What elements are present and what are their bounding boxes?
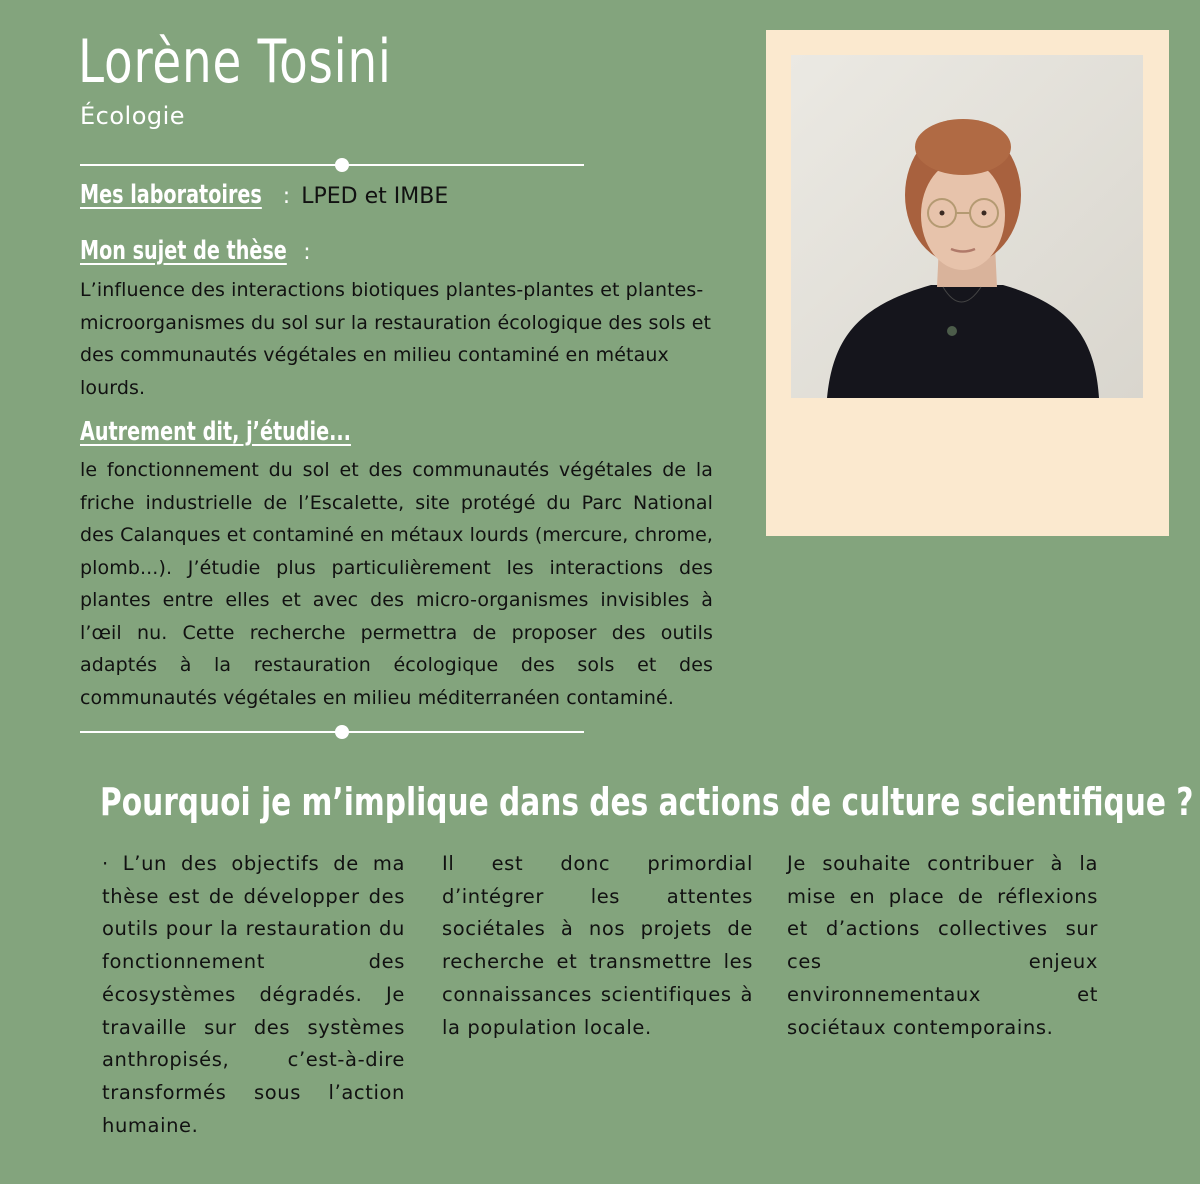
engagement-column-1: · L’un des objectifs de ma thèse est de développer des outils pour la restauration du fonctionnement des écosystèmes dégradés. Je travaille sur des systèmes anthropisés, c’est-à-dire transformés sous l’action humaine.	[102, 852, 405, 1137]
research-field: Écologie	[80, 102, 186, 130]
labs-row	[80, 180, 448, 210]
study-heading-row	[80, 417, 410, 447]
thesis-heading-row	[80, 236, 311, 266]
thesis-text: L’influence des interactions biotiques plantes-plantes et plantes-microorganismes du sol sur la restauration écologique des sols et des communautés végétales en milieu contaminé en métaux lourds.	[80, 279, 712, 399]
divider-dot	[335, 725, 349, 739]
engagement-title: Pourquoi je m’implique dans des actions de culture scientifique ?	[100, 780, 1194, 824]
thesis-heading: Mon sujet de thèse	[80, 236, 287, 266]
thesis-colon: :	[296, 240, 311, 265]
study-heading: Autrement dit, j’étudie...	[80, 417, 351, 447]
portrait-photo	[791, 55, 1143, 398]
engagement-column-3: Je souhaite contribuer à la mise en place de réflexions et d’actions collectives sur ces enjeux environnementaux et sociétaux contemporains.	[787, 852, 1098, 1039]
study-text: le fonctionnement du sol et des communautés végétales de la friche industrielle de l’Escalette, site protégé du Parc National des Calanques et contaminé en métaux lourds (mercure, chrome, plomb...). J’étudie plus particulièrement les interactions des plantes entre elles et avec des micro-organismes invisibles à l’œil nu. Cette recherche permettra de proposer des outils adaptés à la restauration écologique des sols et des communautés végétales en milieu méditerranéen contaminé.	[80, 459, 713, 709]
portrait-illustration	[791, 55, 1143, 398]
labs-heading: Mes laboratoires	[80, 180, 262, 210]
divider-top	[80, 158, 584, 172]
person-name: Lorène Tosini	[78, 27, 392, 97]
divider-bottom	[80, 725, 584, 739]
engagement-column-2: Il est donc primordial d’intégrer les attentes sociétales à nos projets de recherche et transmettre les connaissances scientifiques à la population locale.	[442, 852, 753, 1039]
divider-dot	[335, 158, 349, 172]
labs-value: LPED et IMBE	[301, 184, 449, 209]
labs-colon: :	[275, 184, 291, 209]
